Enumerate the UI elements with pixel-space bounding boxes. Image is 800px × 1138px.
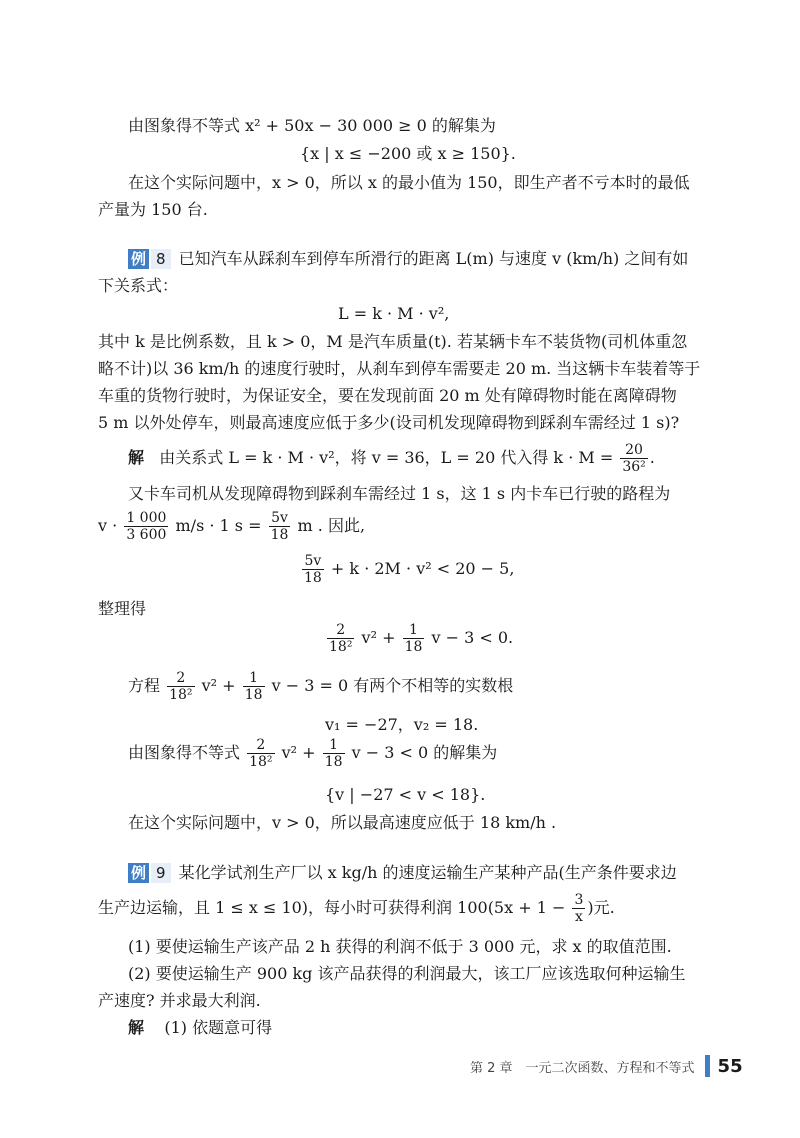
formula-line [325, 620, 513, 656]
text-segment: v² + [281, 743, 316, 762]
chapter-title: 第 2 章 一元二次函数、方程和不等式 [470, 1060, 695, 1076]
footer-divider [705, 1055, 710, 1077]
fraction [124, 510, 168, 543]
text-segment: 由关系式 L = k · M · v²，将 v = 36，L = 20 代入得 k · M = [159, 448, 614, 467]
example-label: 例 [128, 863, 149, 883]
text-line: 在这个实际问题中，x > 0，所以 x 的最小值为 150，即生产者不亏本时的最低 [128, 173, 690, 192]
example-number: 8 [151, 249, 171, 269]
fraction-denominator: 18² [249, 754, 273, 770]
fraction [269, 510, 291, 543]
text-line: 又卡车司机从发现障碍物到踩刹车需经过 1 s，这 1 s 内卡车已行驶的路程为 [128, 484, 671, 503]
fraction-numerator: 2 [327, 622, 354, 639]
text-segment: )元. [587, 898, 615, 917]
text-line: 由图象得不等式 x² + 50x − 30 000 ≥ 0 的解集为 [128, 116, 496, 135]
fraction-denominator: 18² [169, 687, 193, 703]
fraction-denominator: x [574, 909, 583, 925]
text-segment: v − 3 < 0. [431, 628, 514, 647]
fraction-denominator: 18 [244, 687, 263, 703]
text-line: 5 m 以外处停车，则最高速度应低于多少(设司机发现障碍物到踩刹车需经过 1 s)? [98, 413, 680, 432]
formula-line [98, 890, 615, 926]
text-segment: (5x + 1 − [487, 898, 566, 917]
fraction-numerator: 1 [403, 622, 425, 639]
text-line: 产量为 150 台. [98, 200, 208, 219]
example-text: 已知汽车从踩刹车到停车所滑行的距离 L(m) 与速度 v (km/h) 之间有如 [178, 249, 689, 268]
fraction [302, 553, 324, 586]
fraction-numerator: 2 [247, 737, 274, 754]
fraction [572, 892, 585, 925]
fraction [327, 622, 354, 655]
text-line: 车重的货物行驶时，为保证安全，要在发现前面 20 m 处有障碍物时能在离障碍物 [98, 386, 677, 405]
fraction-numerator: 5v [269, 510, 291, 527]
example-number: 9 [151, 863, 171, 883]
fraction [167, 670, 194, 703]
example-text: 某化学试剂生产厂以 x kg/h 的速度运输生产某种产品(生产条件要求边 [178, 863, 677, 882]
fraction [243, 670, 265, 703]
fraction-numerator: 20 [620, 442, 647, 459]
fraction-denominator: 18 [304, 570, 322, 586]
solution-set: {x | x ≤ −200 或 x ≥ 150}. [300, 144, 516, 163]
solution-label: 解 [128, 448, 145, 467]
fraction-denominator: 18 [324, 754, 343, 770]
text-line: 产速度? 并求最大利润. [98, 991, 261, 1010]
fraction-numerator: 1 [323, 737, 345, 754]
example-8-heading [128, 248, 688, 270]
fraction [247, 737, 274, 770]
page-number: 55 [717, 1055, 743, 1077]
fraction-denominator: 36² [622, 459, 646, 475]
formula-line [300, 551, 514, 587]
text-segment: v² + [361, 628, 396, 647]
formula: L = k · M · v², [338, 304, 450, 323]
fraction [620, 442, 647, 475]
text-segment: + k · 2M · v² < 20 − 5, [330, 559, 515, 578]
fraction-denominator: 18² [329, 639, 353, 655]
text-segment: 生产边运输，且 1 ≤ x ≤ 10)，每小时可获得利润 100 [98, 898, 488, 917]
roots: v₁ = −27，v₂ = 18. [325, 715, 479, 734]
text-segment: v² + [201, 676, 236, 695]
text-segment: m/s · 1 s = [175, 516, 262, 535]
text-segment: (1) 依题意可得 [164, 1018, 273, 1037]
example-9-heading [128, 862, 677, 884]
text-segment: v − 3 < 0 的解集为 [351, 743, 498, 762]
text-line: 在这个实际问题中，v > 0，所以最高速度应低于 18 km/h . [128, 813, 557, 832]
question-1: (1) 要使运输生产该产品 2 h 获得的利润不低于 3 000 元，求 x 的取值范围. [128, 937, 672, 956]
question-2: (2) 要使运输生产 900 kg 该产品获得的利润最大，该工厂应该选取何种运输生 [128, 964, 686, 983]
formula-line [128, 735, 497, 771]
text-segment: v − 3 = 0 有两个不相等的实数根 [271, 676, 514, 695]
text-segment: 方程 [128, 676, 161, 695]
fraction-numerator: 1 000 [126, 510, 167, 526]
text-line: 下关系式： [98, 276, 179, 295]
fraction [403, 622, 425, 655]
formula-line [98, 508, 365, 544]
page-footer [470, 1055, 743, 1077]
fraction-numerator: 5v [302, 553, 324, 570]
fraction [323, 737, 345, 770]
text-line: 整理得 [98, 599, 147, 618]
text-segment: m . 因此, [297, 516, 366, 535]
text-segment: 由图象得不等式 [128, 743, 241, 762]
fraction-denominator: 3 600 [126, 527, 167, 543]
example-label: 例 [128, 249, 149, 269]
fraction-numerator: 2 [167, 670, 194, 687]
text-line: 略不计)以 36 km/h 的速度行驶时，从刹车到停车需要走 20 m. 当这辆卡车装着等于 [98, 359, 701, 378]
formula-line [128, 668, 513, 704]
text-line: 其中 k 是比例系数，且 k > 0，M 是汽车质量(t). 若某辆卡车不装货物(司机体重忽 [98, 332, 688, 351]
solution-line [128, 1017, 272, 1039]
solution-label: 解 [128, 1018, 145, 1037]
solution-line: 解 由关系式 L = k · M · v²，将 v = 36，L = 20 代入得 k · M = $\frac{20}{\text{36²}}$ . [128, 442, 655, 475]
fraction-numerator: 1 [243, 670, 265, 687]
text-segment: v · [98, 516, 118, 535]
fraction-denominator: 18 [404, 639, 423, 655]
solution-set: {v | −27 < v < 18}. [325, 785, 486, 804]
fraction-numerator: 3 [574, 892, 584, 908]
fraction-denominator: 18 [270, 527, 289, 543]
